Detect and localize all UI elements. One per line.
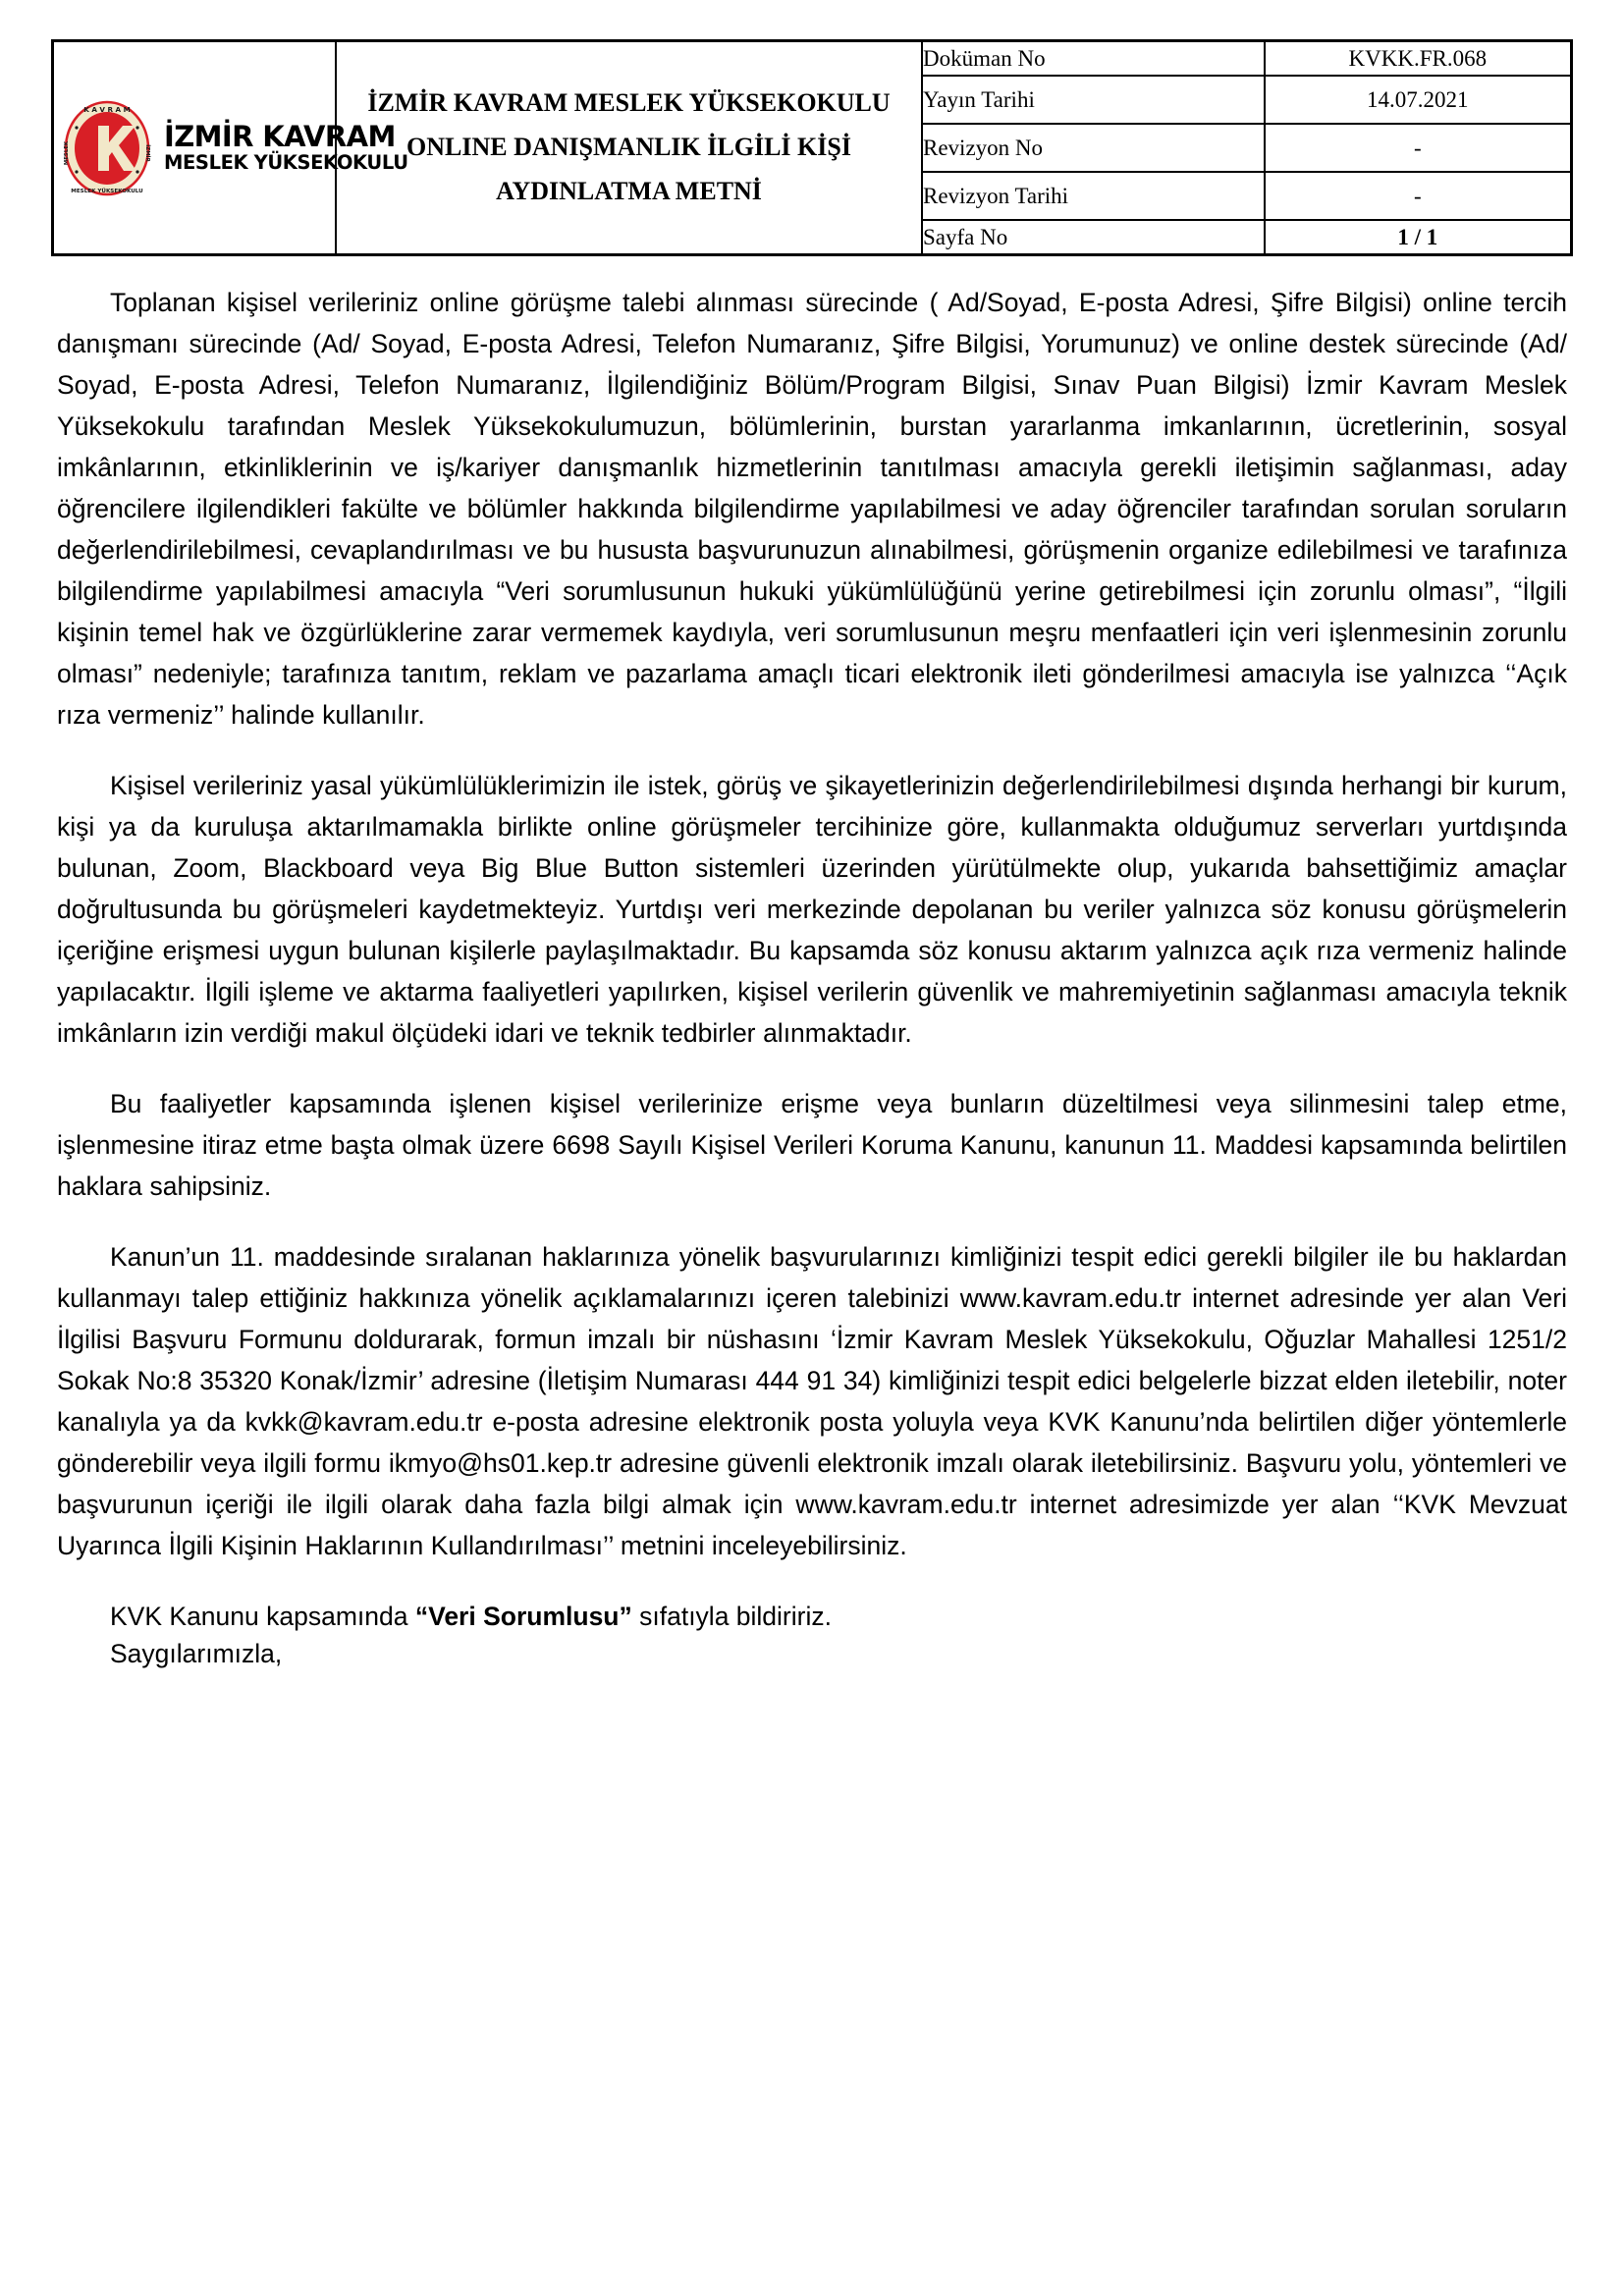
meta-label-dokuman-no: Doküman No bbox=[923, 42, 1265, 76]
closing-line-data-controller bbox=[57, 1596, 1567, 1637]
meta-row-revizyon-no bbox=[923, 124, 1570, 172]
svg-text:İZMİR: İZMİR bbox=[144, 143, 150, 162]
meta-row-sayfa-no bbox=[923, 220, 1570, 253]
svg-text:K A V R A M: K A V R A M bbox=[83, 104, 131, 114]
logo-wordmark-line2: MESLEK YÜKSEKOKULU bbox=[164, 151, 408, 175]
header-title-line-1: İZMİR KAVRAM MESLEK YÜKSEKOKULU bbox=[367, 88, 891, 118]
meta-label-revizyon-no: Revizyon No bbox=[923, 124, 1265, 172]
document-header-table bbox=[51, 39, 1573, 256]
meta-value-dokuman-no: KVKK.FR.068 bbox=[1265, 42, 1570, 76]
meta-value-revizyon-tarihi: - bbox=[1265, 172, 1570, 220]
meta-label-revizyon-tarihi: Revizyon Tarihi bbox=[923, 172, 1265, 220]
kavram-logo-icon bbox=[58, 99, 156, 197]
header-meta-table bbox=[923, 42, 1570, 253]
meta-label-sayfa-no: Sayfa No bbox=[923, 220, 1265, 253]
header-meta-cell bbox=[922, 41, 1572, 255]
meta-value-yayin-tarihi: 14.07.2021 bbox=[1265, 76, 1570, 124]
paragraph-4: Kanun’un 11. maddesinde sıralanan haklarınıza yönelik başvurularınızı kimliğinizi tespit edici gerekli bilgiler ile bu haklardan kullanmayı talep ettiğiniz hakkınıza yönelik açıklamalarınızı içeren talebinizi www.kavram.edu.tr internet adresinde yer alan Veri İlgilisi Başvuru Formunu doldurarak, formun imzalı bir nüshasını ‘İzmir Kavram Meslek Yüksekokulu, Oğuzlar Mahallesi 1251/2 Sokak No:8 35320 Konak/İzmir’ adresine (İletişim Numarası 444 91 34) kimliğinizi tespit edici belgelerle bizzat elden iletebilir, noter kanalıyla ya da kvkk@kavram.edu.tr e-posta adresine elektronik posta yoluyla veya KVK Kanunu’nda belirtilen diğer yöntemlerle gönderebilir veya ilgili formu ikmyo@hs01.kep.tr adresine güvenli elektronik imzalı olarak iletebilirsiniz. Başvuru yolu, yöntemleri ve başvurunun içeriği ile ilgili olarak daha fazla bilgi almak için www.kavram.edu.tr internet adresimizde yer alan ‘‘KVK Mevzuat Uyarınca İlgili Kişinin Haklarının Kullandırılması’’ metnini inceleyebilirsiniz. bbox=[57, 1242, 1567, 1560]
meta-label-yayin-tarihi: Yayın Tarihi bbox=[923, 76, 1265, 124]
header-title-line-3: AYDINLATMA METNİ bbox=[496, 176, 762, 205]
closing-suffix: sıfatıyla bildiririz. bbox=[631, 1602, 832, 1631]
meta-row-dokuman-no bbox=[923, 42, 1570, 76]
header-title-line-2: ONLINE DANIŞMANLIK İLGİLİ KİŞİ bbox=[406, 133, 851, 162]
header-logo-cell bbox=[53, 41, 408, 255]
meta-row-revizyon-tarihi bbox=[923, 172, 1570, 220]
meta-value-revizyon-no: - bbox=[1265, 124, 1570, 172]
svg-text:MESLEK: MESLEK bbox=[64, 140, 70, 165]
paragraph-3: Bu faaliyetler kapsamında işlenen kişisel verilerinize erişme veya bunların düzeltilmesi veya silinmesini talep etme, işlenmesine itiraz etme başta olmak üzere 6698 Sayılı Kişisel Verileri Koruma Kanunu, kanunun 11. Maddesi kapsamında belirtilen haklara sahipsiniz. bbox=[57, 1089, 1567, 1201]
meta-value-sayfa-no: 1 / 1 bbox=[1265, 220, 1570, 253]
closing-prefix: KVK Kanunu kapsamında bbox=[110, 1602, 415, 1631]
closing-bold-term: “Veri Sorumlusu” bbox=[414, 1602, 632, 1631]
meta-row-yayin-tarihi bbox=[923, 76, 1570, 124]
header-title-cell bbox=[336, 41, 922, 255]
svg-text:MESLEK YÜKSEKOKULU: MESLEK YÜKSEKOKULU bbox=[71, 188, 143, 194]
logo-wordmark-line1: İZMİR KAVRAM bbox=[164, 120, 396, 154]
paragraph-1: Toplanan kişisel verileriniz online görüşme talebi alınması sürecinde ( Ad/Soyad, E-posta Adresi, Şifre Bilgisi) online tercih danışmanı sürecinde (Ad/ Soyad, E-posta Adresi, Telefon Numaranız, Şifre Bilgisi, Yorumunuz) ve online destek sürecinde (Ad/ Soyad, E-posta Adresi, Telefon Numaranız, İlgilendiğiniz Bölüm/Program Bilgisi, Sınav Puan Bilgisi) İzmir Kavram Meslek Yüksekokulu tarafından Meslek Yüksekokulumuzun, bölümlerinin, burstan yararlanma imkanlarının, ücretlerinin, sosyal imkânlarının, etkinliklerinin ve iş/kariyer danışmanlık hizmetlerinin tanıtılması amacıyla gerekli iletişimin sağlanması, aday öğrencilere ilgilendikleri fakülte ve bölümler hakkında bilgilendirme yapılabilmesi ve aday öğrenciler tarafından sorulan soruların değerlendirilebilmesi, cevaplandırılması ve bu hususta başvurunuzun alınabilmesi, görüşmenin organize edilebilmesi ve tarafınıza bilgilendirme yapılabilmesi amacıyla “Veri sorumlusunun hukuki yükümlülüğünü yerine getirebilmesi için zorunlu olması”, “İlgili kişinin temel hak ve özgürlüklerine zarar vermemek kaydıyla, veri sorumlusunun meşru menfaatleri için veri işlenmesinin zorunlu olması” nedeniyle; tarafınıza tanıtım, reklam ve pazarlama amaçlı ticari elektronik ileti gönderilmesi amacıyla ise yalnızca ‘‘Açık rıza vermeniz’’ halinde kullanılır. bbox=[57, 288, 1567, 730]
closing-line-regards: Saygılarımızla, bbox=[110, 1639, 283, 1668]
document-body bbox=[57, 256, 1567, 1674]
paragraph-2: Kişisel verileriniz yasal yükümlülüklerimizin ile istek, görüş ve şikayetlerinizin değerlendirilebilmesi dışında herhangi bir kurum, kişi ya da kuruluşa aktarılmamakla birlikte online görüşmeler tercihinize göre, kullanmakta olduğumuz serverları yurtdışında bulunan, Zoom, Blackboard veya Big Blue Button sistemleri üzerinden yürütülmekte olup, yukarıda bahsettiğimiz amaçlar doğrultusunda bu görüşmeleri kaydetmekteyiz. Yurtdışı veri merkezinde depolanan bu veriler yalnızca söz konusu görüşmelerin içeriğine erişmesi uygun bulunan kişilerle paylaşılmaktadır. Bu kapsamda söz konusu aktarım yalnızca açık rıza vermeniz halinde yapılacaktır. İlgili işleme ve aktarma faaliyetleri yapılırken, kişisel verilerin güvenlik ve mahremiyetinin sağlanması amacıyla teknik imkânların izin verdiği makul ölçüdeki idari ve teknik tedbirler alınmaktadır. bbox=[57, 771, 1567, 1048]
